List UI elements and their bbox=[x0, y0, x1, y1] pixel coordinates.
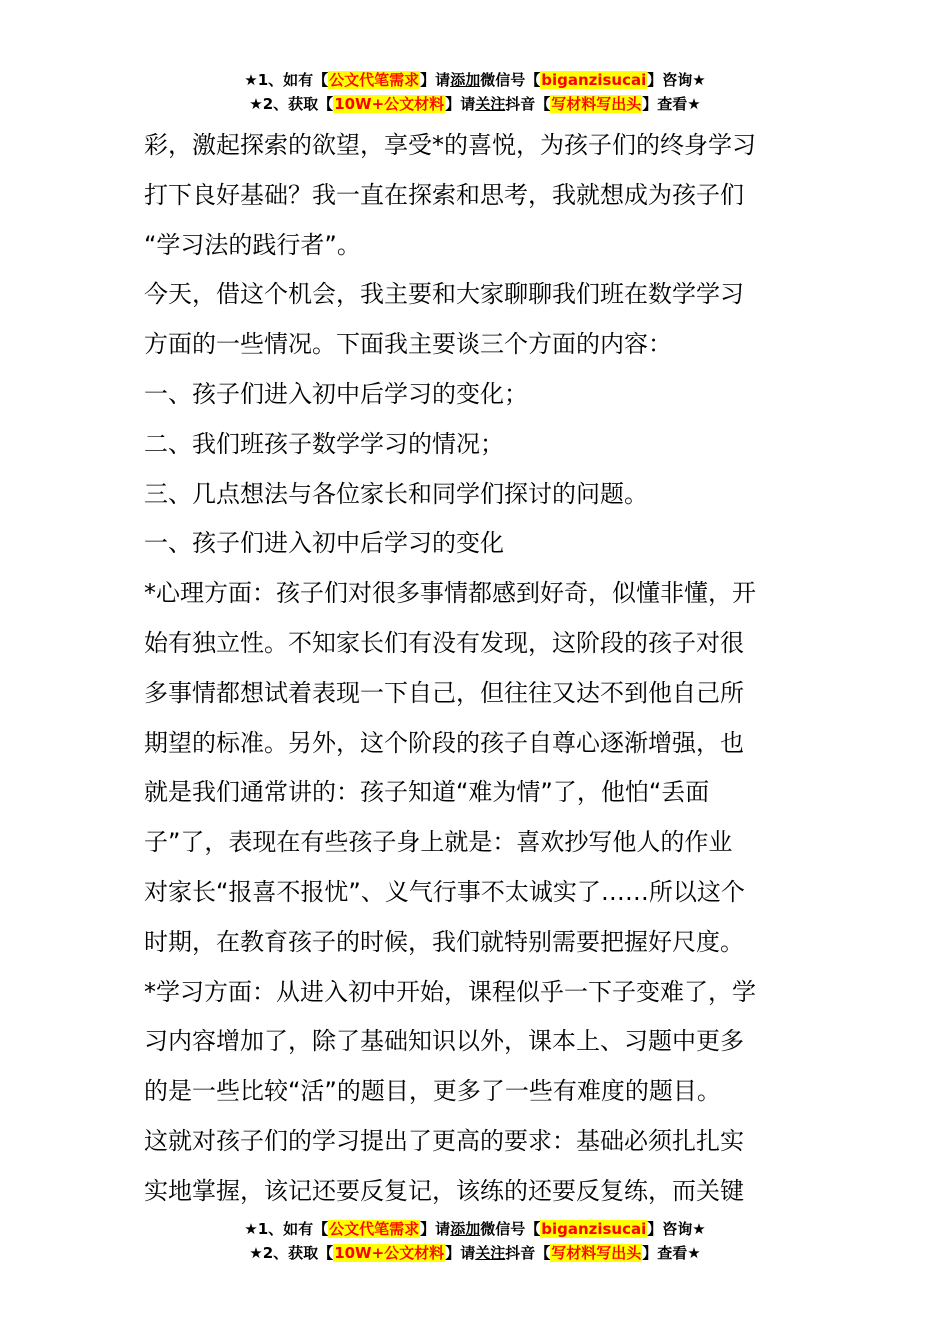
text-line: 多事情都想试着表现一下自己，但往往又达不到他自己所 bbox=[144, 678, 744, 707]
footer-banner bbox=[0, 1217, 950, 1265]
text-line: 始有独立性。不知家长们有没有发现，这阶段的孩子对很 bbox=[144, 628, 744, 657]
underlined-text: 添加 bbox=[450, 71, 481, 89]
text-line: 彩，激起探索的欲望，享受*的喜悦，为孩子们的终身学习 bbox=[144, 131, 756, 159]
highlight-text: biganzisucai bbox=[541, 1220, 647, 1238]
highlight-text: 写材料写出头 bbox=[551, 95, 642, 113]
banner-line-1 bbox=[0, 68, 950, 92]
highlight-text: 公文代笔需求 bbox=[329, 71, 420, 89]
underlined-text: 添加 bbox=[450, 1220, 481, 1238]
text-line: 实地掌握，该记还要反复记，该练的还要反复练，而关键 bbox=[144, 1176, 744, 1205]
text-line: *学习方面：从进入初中开始，课程似乎一下子变难了，学 bbox=[144, 977, 756, 1006]
underlined-text: 关注 bbox=[475, 1244, 506, 1262]
text-line: 子”了，表现在有些孩子身上就是：喜欢抄写他人的作业 bbox=[144, 828, 733, 857]
banner-line-2 bbox=[0, 1241, 950, 1265]
banner-text: ★1、如有【 bbox=[244, 1220, 329, 1238]
banner-text: 】咨询★ bbox=[647, 71, 706, 89]
text-line: 时期，在教育孩子的时候，我们就特别需要把握好尺度。 bbox=[144, 927, 744, 956]
text-line: 的是一些比较“活”的题目，更多了一些有难度的题目。 bbox=[144, 1077, 721, 1106]
text-line: 期望的标准。另外，这个阶段的孩子自尊心逐渐增强，也 bbox=[144, 728, 744, 757]
section-heading: 一、孩子们进入初中后学习的变化 bbox=[144, 529, 504, 558]
banner-line-1 bbox=[0, 1217, 950, 1241]
text-line: 一、孩子们进入初中后学习的变化； bbox=[144, 379, 528, 408]
highlight-text: 写材料写出头 bbox=[551, 1244, 642, 1262]
banner-text: 】请 bbox=[445, 95, 476, 113]
banner-text: 】请 bbox=[445, 1244, 476, 1262]
highlight-text: 公文代笔需求 bbox=[329, 1220, 420, 1238]
banner-line-2 bbox=[0, 92, 950, 116]
banner-text: 】请 bbox=[420, 71, 451, 89]
banner-text: ★1、如有【 bbox=[244, 71, 329, 89]
banner-text: 】请 bbox=[420, 1220, 451, 1238]
text-line: 打下良好基础？我一直在探索和思考，我就想成为孩子们 bbox=[144, 180, 744, 209]
text-line: *心理方面：孩子们对很多事情都感到好奇，似懂非懂，开 bbox=[144, 579, 756, 608]
highlight-text: 10W+公文材料 bbox=[334, 95, 445, 113]
text-line: 习内容增加了，除了基础知识以外，课本上、习题中更多 bbox=[144, 1027, 744, 1056]
text-line: 二、我们班孩子数学学习的情况； bbox=[144, 429, 504, 458]
text-line: “学习法的践行者”。 bbox=[144, 230, 361, 259]
text-line: 今天，借这个机会，我主要和大家聊聊我们班在数学学习 bbox=[144, 280, 744, 309]
banner-text: ★2、获取【 bbox=[249, 95, 334, 113]
highlight-text: biganzisucai bbox=[541, 71, 647, 89]
banner-text: 】查看★ bbox=[642, 1244, 701, 1262]
banner-text: 微信号【 bbox=[480, 71, 541, 89]
banner-text: 抖音【 bbox=[505, 1244, 551, 1262]
underlined-text: 关注 bbox=[475, 95, 506, 113]
header-banner bbox=[0, 68, 950, 116]
text-line: 这就对孩子们的学习提出了更高的要求：基础必须扎扎实 bbox=[144, 1126, 744, 1155]
text-line: 对家长“报喜不报忧”、义气行事不太诚实了……所以这个 bbox=[144, 877, 745, 906]
banner-text: 微信号【 bbox=[480, 1220, 541, 1238]
banner-text: 抖音【 bbox=[505, 95, 551, 113]
banner-text: ★2、获取【 bbox=[249, 1244, 334, 1262]
document-body bbox=[144, 121, 808, 1217]
highlight-text: 10W+公文材料 bbox=[334, 1244, 445, 1262]
text-line: 三、几点想法与各位家长和同学们探讨的问题。 bbox=[144, 479, 648, 508]
text-line: 就是我们通常讲的：孩子知道“难为情”了，他怕“丢面 bbox=[144, 778, 710, 807]
banner-text: 】查看★ bbox=[642, 95, 701, 113]
banner-text: 】咨询★ bbox=[647, 1220, 706, 1238]
text-line: 方面的一些情况。下面我主要谈三个方面的内容： bbox=[144, 330, 672, 359]
